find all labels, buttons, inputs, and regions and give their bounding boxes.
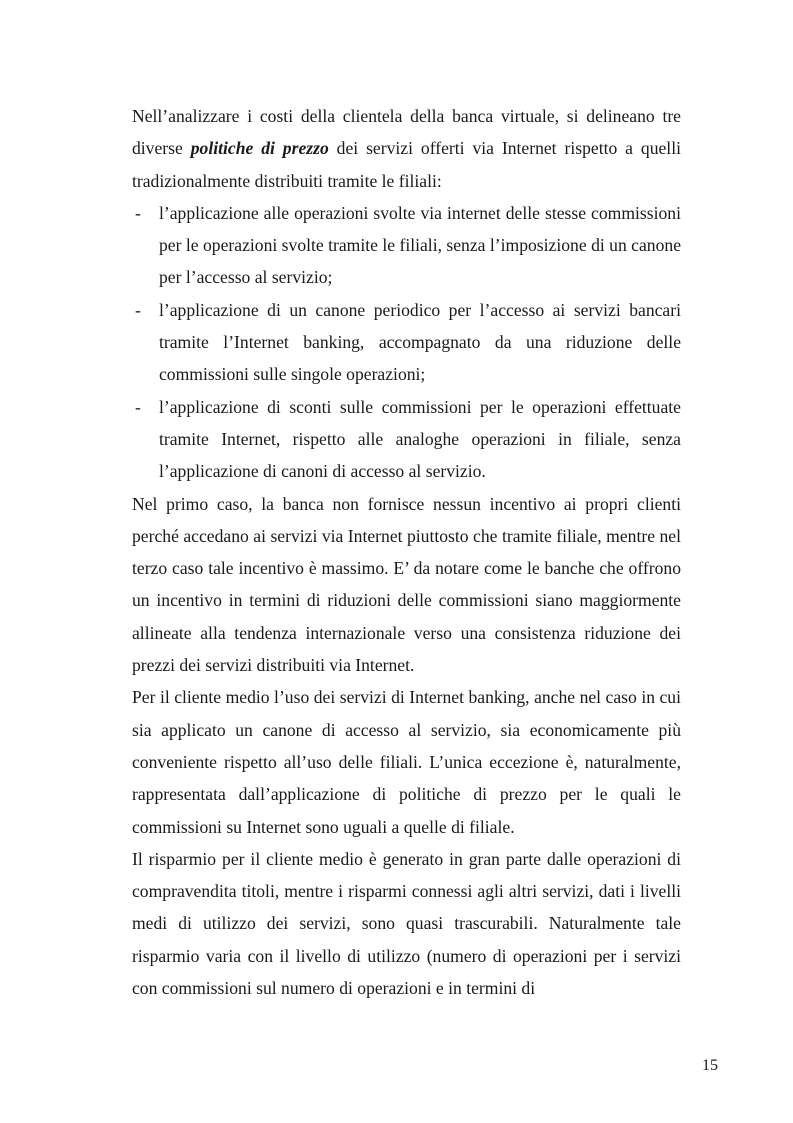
intro-text-after: dei servizi offerti via Internet rispetto a quelli tradizionalmente distribuiti tramite le filiali:	[132, 138, 681, 191]
pricing-policies-list	[132, 197, 681, 488]
list-item-text: l’applicazione alle operazioni svolte via internet delle stesse commissioni per le operazioni svolte tramite le filiali, senza l’imposizione di un canone per l’accesso al servizio;	[159, 202, 681, 288]
body-text	[132, 100, 681, 1004]
bullet-dash: -	[135, 299, 141, 320]
list-item	[132, 391, 681, 488]
intro-text-before: Nell’analizzare i costi della clientela della banca virtuale, si delineano tre diverse	[132, 106, 681, 159]
bullet-dash: -	[135, 202, 141, 223]
list-item	[132, 197, 681, 294]
list-item-text: l’applicazione di un canone periodico per l’accesso ai servizi bancari tramite l’Internet banking, accompagnato da una riduzione delle commissioni sulle singole operazioni;	[159, 299, 681, 385]
paragraph-first-case: Nel primo caso, la banca non fornisce nessun incentivo ai propri clienti perché accedano ai servizi via Internet piuttosto che tramite filiale, mentre nel terzo caso tale incentivo è massimo. E’ da notare come le banche che offrono un incentivo in termini di riduzioni delle commissioni siano maggiormente allineate alla tendenza internazionale verso una consistenza riduzione dei prezzi dei servizi distribuiti via Internet.	[132, 493, 681, 676]
page-number: 15	[702, 1057, 718, 1074]
intro-paragraph	[132, 100, 681, 197]
bullet-dash: -	[135, 396, 141, 417]
list-item	[132, 294, 681, 391]
paragraph-savings: Il risparmio per il cliente medio è generato in gran parte dalle operazioni di compravendita titoli, mentre i risparmi connessi agli altri servizi, dati i livelli medi di utilizzo dei servizi, sono quasi trascurabili. Naturalmente tale risparmio varia con il livello di utilizzo (numero di operazioni per i servizi con commissioni sul numero di operazioni e in termini di	[132, 848, 681, 999]
list-item-text: l’applicazione di sconti sulle commissioni per le operazioni effettuate tramite Internet, rispetto alle analoghe operazioni in filiale, senza l’applicazione di canoni di accesso al servizio.	[159, 396, 681, 482]
paragraph-average-client: Per il cliente medio l’uso dei servizi di Internet banking, anche nel caso in cui sia applicato un canone di accesso al servizio, sia economicamente più conveniente rispetto all’uso delle filiali. L’unica eccezione è, naturalmente, rappresentata dall’applicazione di politiche di prezzo per le quali le commissioni su Internet sono uguali a quelle di filiale.	[132, 687, 681, 837]
emphasis-pricing-policies: politiche di prezzo	[190, 138, 329, 159]
